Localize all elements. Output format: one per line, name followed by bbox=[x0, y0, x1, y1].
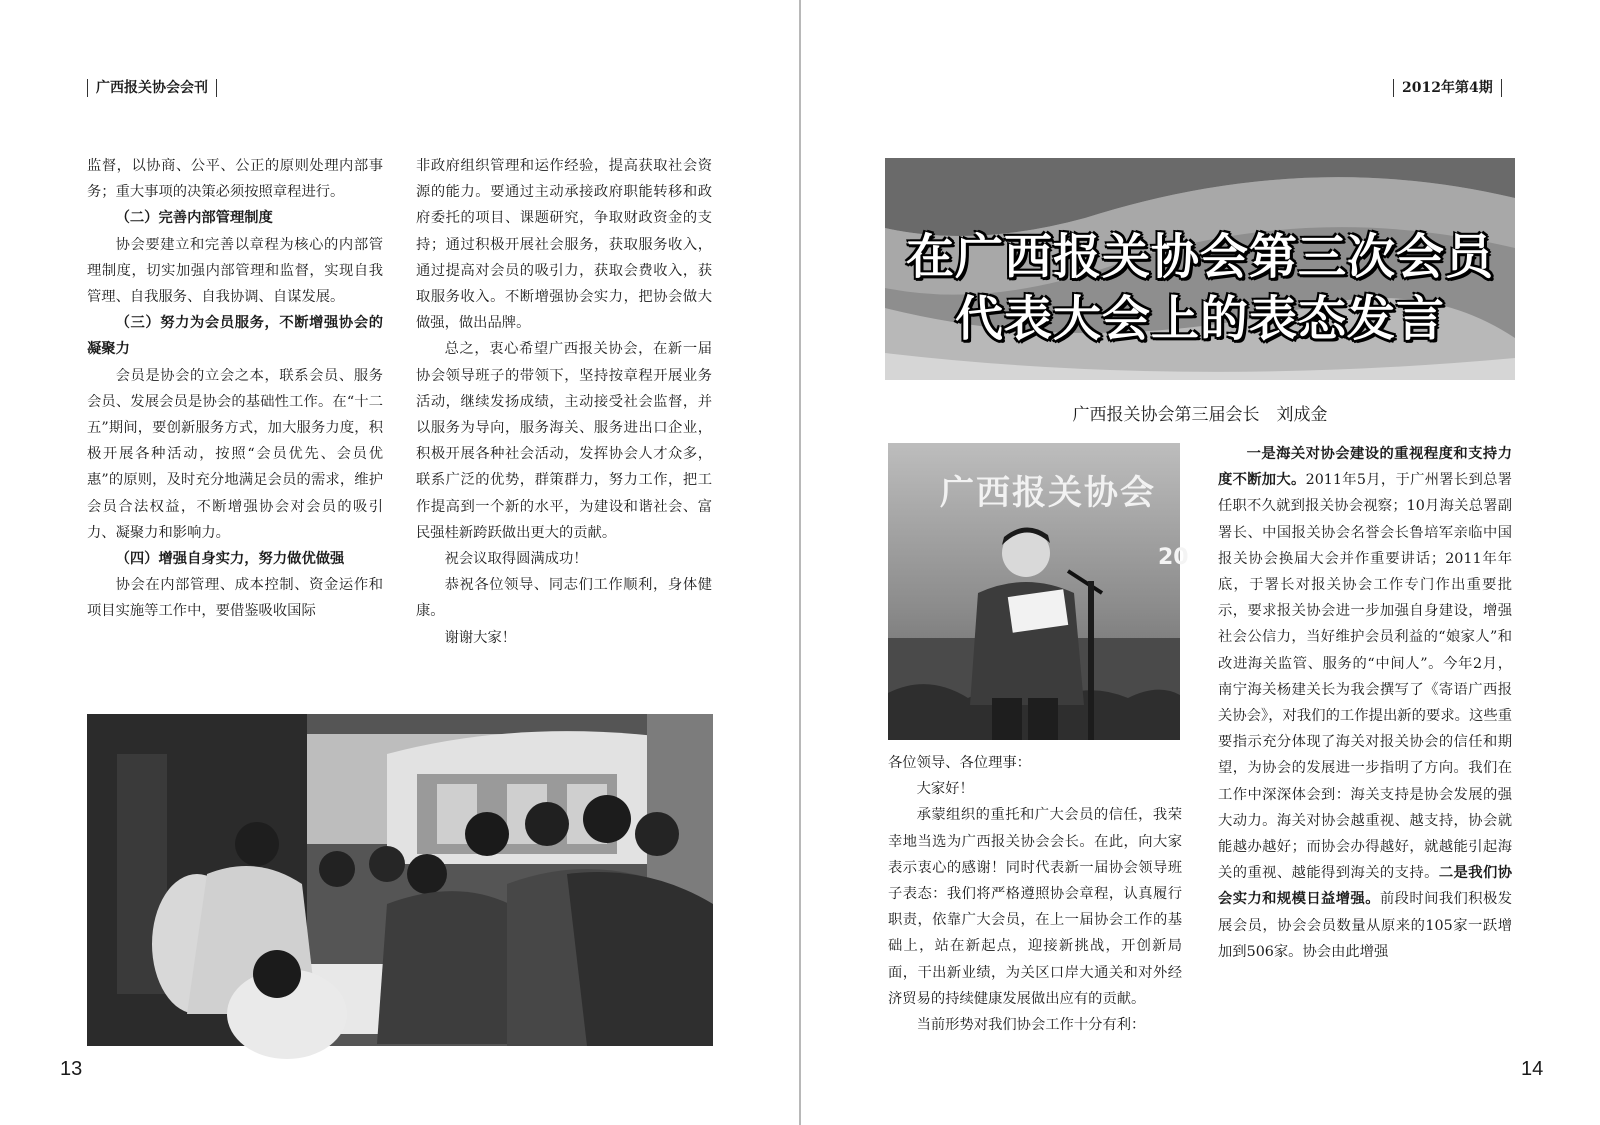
right-running-header bbox=[1393, 78, 1502, 98]
right-page-number: 14 bbox=[1521, 1058, 1544, 1080]
paragraph-text: 2011年5月，于广州署长到总署任职不久就到报关协会视察；10月海关总署副署长、中国报关协会名誉会长鲁培军亲临中国报关协会换届大会并作重要讲话；2011年年底，于署长对报关协会工作专门作出重要批示，要求报关协会进一步加强自身建设，增强社会公信力，当好维护会员利益的“娘家人”和改进海关监管、服务的“中间人”。今年2月，南宁海关杨建关长为我会撰写了《寄语广西报关协会》，对我们的工作提出新的要求。这些重要指示充分体现了海关对报关协会的信任和期望，为协会的发展进一步指明了方向。我们在工作中深深体会到：海关支持是协会发展的强大动力。海关对协会越重视、越支持，协会就能越办越好；而协会办得越好，就越能引起海关的重视、越能得到海关的支持。 bbox=[1218, 472, 1513, 882]
paragraph: 谢谢大家！ bbox=[444, 629, 517, 646]
paragraph: 总之，衷心希望广西报关协会，在新一届协会领导班子的带领下，坚持按章程开展业务活动，继续发扬成绩，主动接受社会监督，并以服务为导向，服务海关、服务进出口企业，积极开展各种社会活动，发挥协会人才众多，联系广泛的优势，群策群力，努力工作，把工作提高到一个新的水平，为建设和谐社会、富民强桂新跨跃做出更大的贡献。 bbox=[416, 341, 712, 541]
journal-name: 广西报关协会会刊 bbox=[96, 80, 208, 96]
paragraph: 恭祝各位领导、同志们工作顺利，身体健康。 bbox=[416, 577, 712, 620]
article-title-banner bbox=[885, 158, 1515, 380]
left-page-number: 13 bbox=[60, 1058, 83, 1080]
photo-backdrop-text: 广西报关协会 bbox=[940, 473, 1156, 513]
paragraph: 会员是协会的立会之本，联系会员、服务会员、发展会员是协会的基础性工作。在“十二五”期间，要创新服务方式，加大服务力度，积极开展各种活动，按照“会员优先、会员优惠”的原则，及时充分地满足会员的需求，维护会员合法权益，不断增强协会对会员的吸引力、凝聚力和影响力。 bbox=[87, 367, 383, 541]
left-page-column-2 bbox=[416, 153, 712, 651]
article-byline: 广西报关协会第三届会长 刘成金 bbox=[1072, 405, 1328, 424]
right-page-column-2 bbox=[1218, 441, 1512, 965]
right-page-column-1 bbox=[888, 750, 1182, 1038]
paragraph: 祝会议取得圆满成功！ bbox=[444, 551, 588, 568]
speaker-photo bbox=[888, 443, 1189, 740]
photo-backdrop-year: 20 bbox=[1158, 545, 1189, 570]
left-page-column-1 bbox=[87, 153, 383, 625]
paragraph: 当前形势对我们协会工作十分有利： bbox=[916, 1017, 1146, 1034]
paragraph: 各位领导、各位理事： bbox=[888, 755, 1031, 771]
paragraph: 监督，以协商、公平、公正的原则处理内部事务；重大事项的决策必须按照章程进行。 bbox=[87, 158, 383, 201]
header-rule-right bbox=[216, 79, 217, 97]
section-heading: （四）增强自身实力，努力做优做强 bbox=[115, 551, 345, 568]
paragraph: 大家好！ bbox=[916, 781, 974, 798]
bold-lead-2: 二是我们协会实力和规模日益增强。 bbox=[1218, 865, 1513, 908]
paragraph-text: 前段时间我们积极发展会员，协会会员数量从原来的105家一跃增加到506家。协会由此增强 bbox=[1218, 891, 1513, 960]
article-title-line-1: 在广西报关协会第三次会员 bbox=[905, 229, 1494, 285]
paragraph: 协会在内部管理、成本控制、资金运作和项目实施等工作中，要借鉴吸收国际 bbox=[87, 577, 383, 620]
section-heading: （三）努力为会员服务，不断增强协会的凝聚力 bbox=[87, 315, 383, 358]
paragraph bbox=[1218, 441, 1512, 965]
paragraph: 协会要建立和完善以章程为核心的内部管理制度，切实加强内部管理和监督，实现自我管理、自我服务、自我协调、自谋发展。 bbox=[87, 236, 383, 306]
left-running-header bbox=[87, 78, 217, 98]
bold-lead-1: 一是海关对协会建设的重视程度和支持力度不断加大。 bbox=[1218, 446, 1512, 489]
paragraph: 承蒙组织的重托和广大会员的信任，我荣幸地当选为广西报关协会会长。在此，向大家表示衷心的感谢！同时代表新一届协会领导班子表态：我们将严格遵照协会章程，认真履行职责，依靠广大会员，在上一届协会工作的基础上，站在新起点，迎接新挑战，开创新局面，干出新业绩，为关区口岸大通关和对外经济贸易的持续健康发展做出应有的贡献。 bbox=[888, 807, 1182, 1007]
section-heading: （二）完善内部管理制度 bbox=[115, 210, 273, 227]
paragraph: 非政府组织管理和运作经验，提高获取社会资源的能力。要通过主动承接政府职能转移和政府委托的项目、课题研究，争取财政资金的支持；通过积极开展社会服务，获取服务收入，通过提高对会员的吸引力，获取会费收入，获取服务收入。不断增强协会实力，把协会做大做强，做出品牌。 bbox=[416, 158, 712, 332]
registration-photo bbox=[87, 714, 713, 1046]
article-title-line-2: 代表大会上的表态发言 bbox=[954, 291, 1445, 347]
issue-label: 2012年第4期 bbox=[1402, 80, 1493, 96]
page-spine bbox=[799, 0, 801, 1125]
header-rule-right bbox=[1501, 79, 1502, 97]
